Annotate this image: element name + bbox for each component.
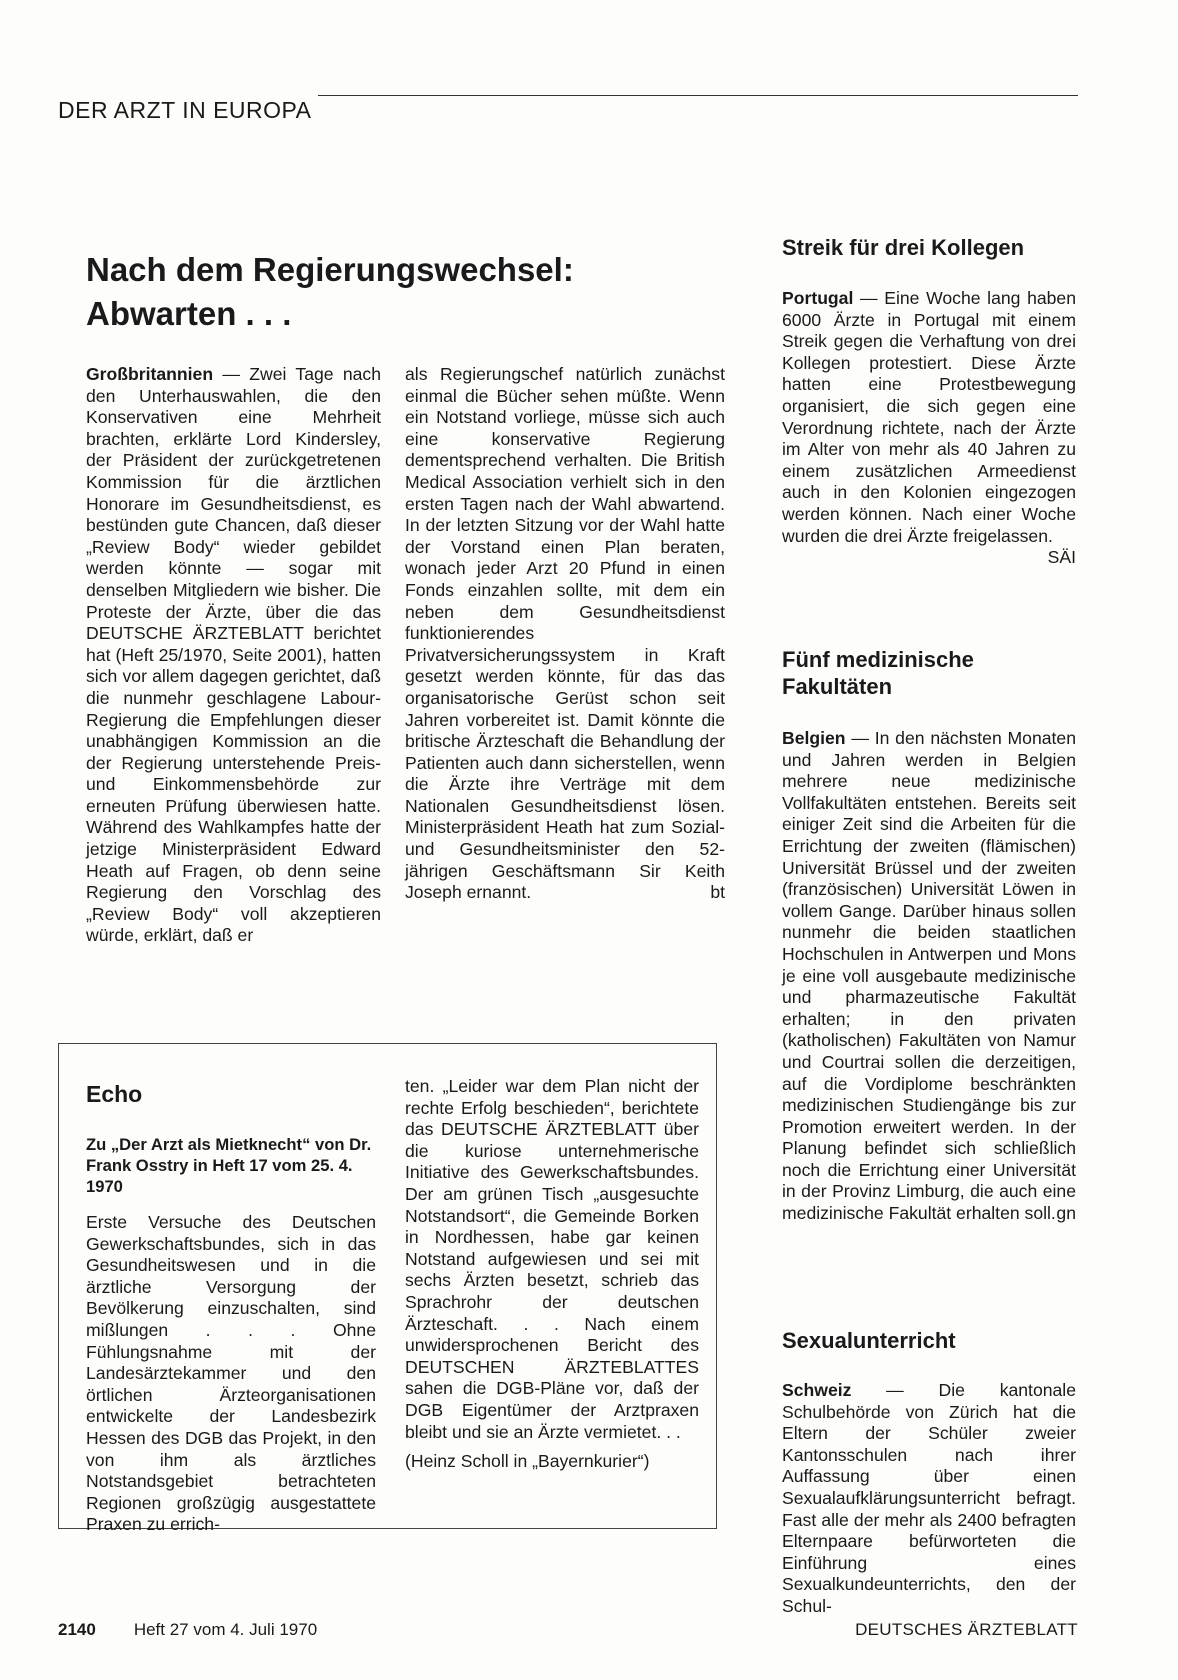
page-number: 2140: [58, 1620, 96, 1639]
sexual-title: Sexualunterricht: [782, 1328, 956, 1353]
main-article-column-2: [405, 364, 725, 904]
echo-title: Echo: [86, 1081, 143, 1107]
sexual-article: [782, 1380, 1076, 1618]
section-header: [58, 92, 1078, 122]
main-title-line-1: Nach dem Regierungswechsel:: [86, 251, 574, 288]
echo-subtitle: Zu „Der Arzt als Mietknecht“ von Dr. Frank Osstry in Heft 17 vom 25. 4. 1970: [86, 1135, 372, 1196]
streik-lead: Portugal: [782, 288, 854, 308]
streik-title: Streik für drei Kollegen: [782, 235, 1025, 260]
main-article-text-2: als Regierungschef natürlich zunächst einmal die Bücher sehen müßte. Wenn ein Notstand vorliege, müsse sich auch eine konservative Regierung dementsprechend verhalten. Die British Medical Association verhielt sich in den ersten Tagen nach der Wahl abwartend. In der letzten Sitzung vor der Wahl hatte der Vorstand einen Plan beraten, wonach jeder Arzt 20 Pfund in einen Fonds einzahlen sollte, mit dem ein neben dem Gesundheitsdienst funktionierendes Privatversicherungssystem in Kraft gesetzt werden könnte, für das das organisatorische Gerüst schon seit Jahren vorbereitet ist. Damit könnte die britische Ärzteschaft die Behandlung der Patienten auch dann sicherstellen, wenn die Ärzte ihre Verträge mit dem Nationalen Gesundheitsdienst lösen. Ministerpräsident Heath hat zum Sozial- und Gesundheitsminister den 52-jährigen Geschäftsmann Sir Keith Joseph ernannt.: [405, 364, 725, 903]
main-article-lead: Großbritannien: [86, 364, 214, 384]
echo-source: (Heinz Scholl in „Bayernkurier“): [405, 1451, 650, 1472]
main-title-line-2: Abwarten . . .: [86, 295, 292, 332]
echo-text-1: Erste Versuche des Deutschen Gewerkschaftsbundes, sich in das Gesundheitswesen und in die ärztliche Versorgung der Bevölkerung einzuschalten, sind mißlungen . . . Ohne Fühlungsnahme mit der Landesärztekammer und den örtlichen Ärzteorganisationen entwickelte der Landesbezirk Hessen des DGB das Projekt, in den von ihm als ärztliches Notstandsgebiet betrachteten Regionen großzügig ausgestattete Praxen zu errich-: [86, 1212, 376, 1535]
fakultaeten-title-line-1: Fünf medizinische: [782, 647, 974, 672]
issue-info: Heft 27 vom 4. Juli 1970: [133, 1620, 318, 1639]
echo-text-2: ten. „Leider war dem Plan nicht der rechte Erfolg beschieden“, berichtete das DEUTSCHE ÄRZTEBLATT über die kuriose unternehmerische Initiative des Gewerkschaftsbundes. Der am grünen Tisch „ausgesuchte Notstandsort“, die Gemeinde Borken in Nordhessen, habe gar keinen Notstand aufgewiesen und sei mit sechs Ärzten besetzt, schrieb das Sprachrohr der deutschen Ärzteschaft. . . Nach einem unwidersprochenen Bericht des DEUTSCHEN ÄRZTEBLATTES sahen die DGB-Pläne vor, daß der DGB Eigentümer der Arztpraxen bleibt und sie an Ärzte vermietet. . .: [405, 1076, 699, 1442]
streik-text: — Eine Woche lang haben 6000 Ärzte in Portugal mit einem Streik gegen die Verhaftung von drei Kollegen protestiert. Diese Ärzte hatten eine Protestbewegung organisiert, die sich gegen eine Verordnung richtete, nach der Ärzte im Alter von mehr als 40 Jahren zu einem zusätzlichen Armeedienst auch in den Kolonien eingezogen werden können. Nach einer Woche wurden die drei Ärzte freigelassen.: [782, 288, 1076, 546]
sexual-lead: Schweiz: [782, 1380, 852, 1400]
fakultaeten-title: [782, 646, 974, 700]
echo-column-1: [86, 1212, 376, 1536]
fakultaeten-lead: Belgien: [782, 728, 846, 748]
fakultaeten-text: — In den nächsten Monaten und Jahren werden in Belgien mehrere neue medizinische Vollfakultäten entstehen. Bereits seit einiger Zeit sind die Arbeiten für die Errichtung der zweiten (flämischen) Universität Brüssel und der zweiten (französischen) Universität Löwen in vollem Gange. Darüber hinaus sollen nunmehr die beiden staatlichen Hochschulen in Antwerpen und Mons je eine voll ausgebaute medizinische und pharmazeutische Fakultät erhalten; in den privaten (katholischen) Fakultäten von Namur und Courtrai sollen die derzeitigen, auf die Vordiplome beschränkten medizinischen Studiengänge bis zur Promotion erweitert werden. In der Planung befindet sich schließlich noch die Errichtung einer Universität in der Provinz Limburg, die auch eine medizinische Fakultät erhalten soll.: [782, 728, 1076, 1224]
fakultaeten-signature: gn: [1056, 1203, 1076, 1224]
journal-name: DEUTSCHES ÄRZTEBLATT: [855, 1620, 1078, 1639]
echo-column-2: [405, 1076, 699, 1473]
streik-signature: SÄI: [1047, 547, 1076, 568]
main-article-column-1: [86, 364, 381, 947]
page-footer: [58, 1620, 1078, 1646]
streik-article: [782, 288, 1076, 569]
main-article-signature: bt: [710, 882, 725, 903]
section-title: DER ARZT IN EUROPA: [58, 97, 312, 123]
header-rule: [318, 95, 1078, 96]
fakultaeten-article: [782, 728, 1076, 1225]
main-article-title: [86, 248, 666, 336]
main-article-text-1: — Zwei Tage nach den Unterhauswahlen, die den Konservativen eine Mehrheit brachten, erklärte Lord Kindersley, der Präsident der zurückgetretenen Kommission für die ärztlichen Honorare im Gesundheitsdienst, es bestünden gute Chancen, daß dieser „Review Body“ wieder gebildet werden könnte — sogar mit denselben Mitgliedern wie bisher. Die Proteste der Ärzte, über die das DEUTSCHE ÄRZTEBLATT berichtet hat (Heft 25/1970, Seite 2001), hatten sich vor allem dagegen gerichtet, daß die nunmehr geschlagene Labour-Regierung die Empfehlungen dieser unabhängigen Kommission an die der Regierung unterstehende Preis- und Einkommensbehörde zur erneuten Prüfung überwiesen hatte. Während des Wahlkampfes hatte der jetzige Ministerpräsident Edward Heath auf Fragen, ob denn seine Regierung den Vorschlag des „Review Body“ voll akzeptieren würde, erklärt, daß er: [86, 364, 381, 946]
fakultaeten-title-line-2: Fakultäten: [782, 674, 893, 699]
sexual-text: — Die kantonale Schulbehörde von Zürich hat die Eltern der Schüler zweier Kantonsschulen nach ihrer Auffassung über einen Sexualaufklärungsunterricht befragt. Fast alle der mehr als 2400 befragten Elternpaare befürworteten die Einführung eines Sexualkundeunterrichts, den der Schul-: [782, 1380, 1076, 1616]
